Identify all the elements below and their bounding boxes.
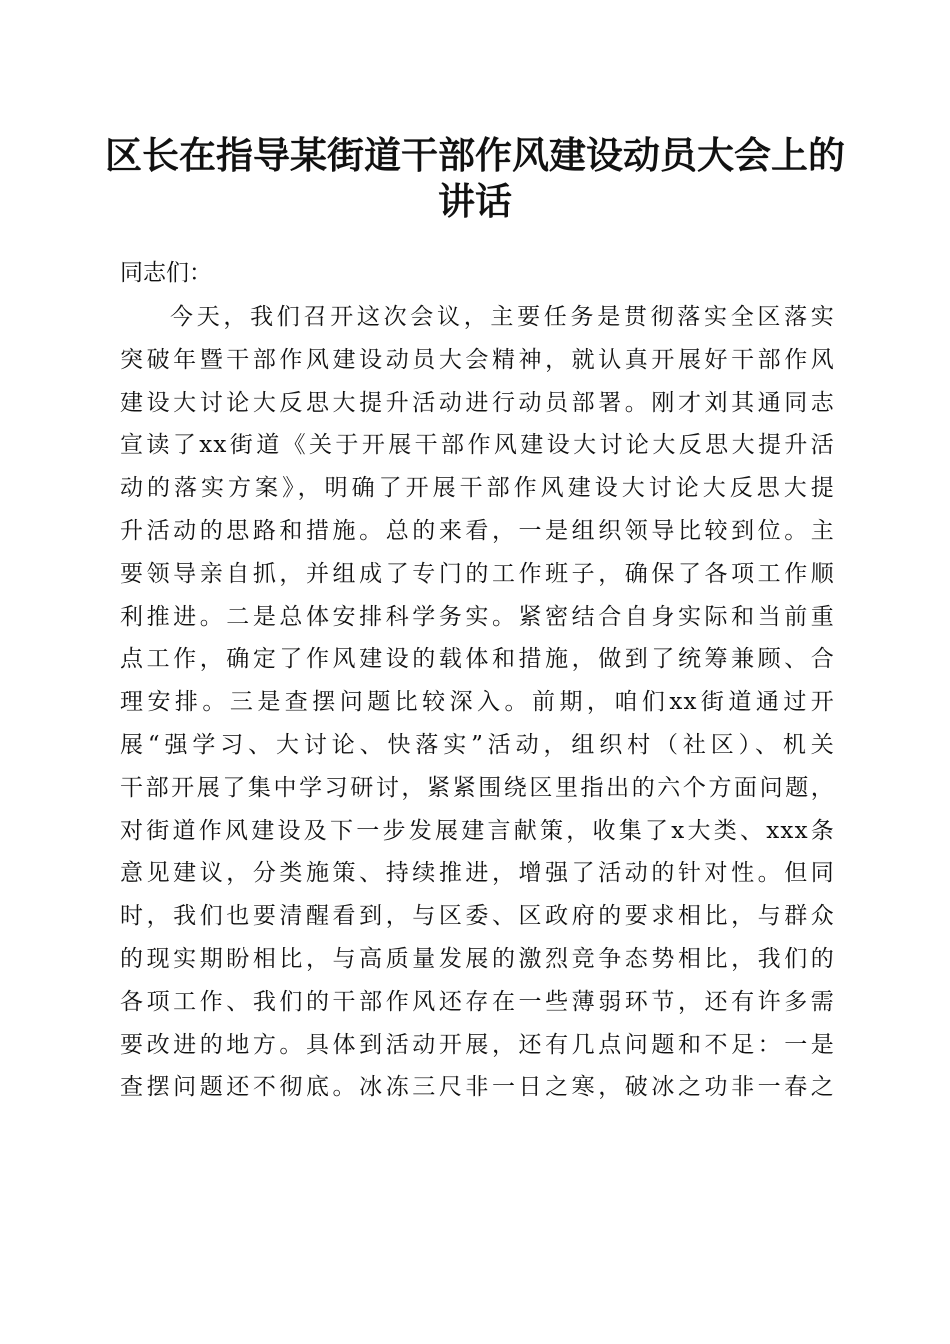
paragraph-line: 动的落实方案》，明确了开展干部作风建设大讨论大反思大提 xyxy=(120,475,835,502)
paragraph-line: 意见建议，分类施策、持续推进，增强了活动的针对性。但同 xyxy=(120,860,835,887)
paragraph-line: 建设大讨论大反思大提升活动进行动员部署。刚才刘其通同志 xyxy=(120,389,835,416)
paragraph-line: 查摆问题还不彻底。冰冻三尺非一日之寒，破冰之功非一春之 xyxy=(120,1074,835,1101)
title-line-2: 讲话 xyxy=(438,179,512,223)
paragraph-line: 干部开展了集中学习研讨，紧紧围绕区里指出的六个方面问题， xyxy=(120,774,835,801)
paragraph-line: 升活动的思路和措施。总的来看，一是组织领导比较到位。主 xyxy=(120,517,835,544)
paragraph-line: 展“强学习、大讨论、快落实”活动，组织村（社区）、机关 xyxy=(120,731,835,758)
paragraph-line: 利推进。二是总体安排科学务实。紧密结合自身实际和当前重 xyxy=(120,603,835,630)
paragraph-line: 要领导亲自抓，并组成了专门的工作班子，确保了各项工作顺 xyxy=(120,560,835,587)
paragraph-line: 突破年暨干部作风建设动员大会精神，就认真开展好干部作风 xyxy=(120,346,835,373)
document-title xyxy=(100,132,850,224)
salutation: 同志们： xyxy=(120,260,212,286)
document-body xyxy=(120,252,835,1109)
title-line-1: 区长在指导某街道干部作风建设动员大会上的 xyxy=(105,133,845,177)
paragraph-line: 的现实期盼相比，与高质量发展的激烈竞争态势相比，我们的 xyxy=(120,945,835,972)
paragraph-line: 要改进的地方。具体到活动开展，还有几点问题和不足：一是 xyxy=(120,1031,835,1058)
paragraph-line: 对街道作风建设及下一步发展建言献策，收集了x大类、xxx条 xyxy=(120,817,835,844)
paragraph-line: 时，我们也要清醒看到，与区委、区政府的要求相比，与群众 xyxy=(120,903,835,930)
paragraph-line: 各项工作、我们的干部作风还存在一些薄弱环节，还有许多需 xyxy=(120,988,835,1015)
paragraph xyxy=(120,296,835,1109)
paragraph-line: 理安排。三是查摆问题比较深入。前期，咱们xx街道通过开 xyxy=(120,689,835,716)
paragraph-line: 点工作，确定了作风建设的载体和措施，做到了统筹兼顾、合 xyxy=(120,646,835,673)
paragraph-line: 宣读了xx街道《关于开展干部作风建设大讨论大反思大提升活 xyxy=(120,432,835,459)
paragraph-line: 今天，我们召开这次会议，主要任务是贯彻落实全区落实 xyxy=(170,304,835,330)
